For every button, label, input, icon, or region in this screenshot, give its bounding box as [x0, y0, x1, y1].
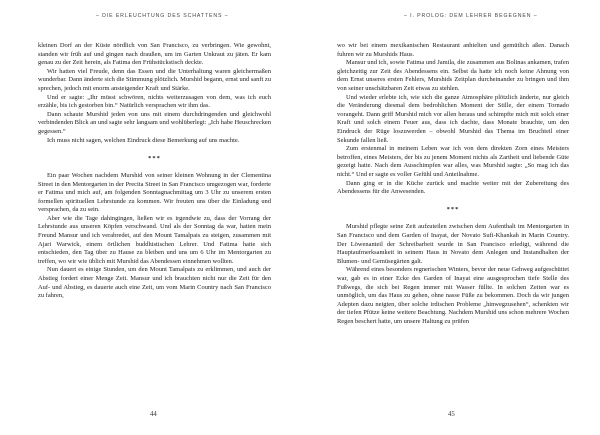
- paragraph: Aber wie die Tage dahingingen, ließen wir es irgendwie zu, dass der Vorrang der Lehrstunde aus unseren Köpfen verschwand. Und als der Sonntag da war, hatten mein Freund Mansur und ich verabredet, auf den Mount Tamalpais zu steigen, zusammen mit Ajari Warwick, einem örtlichen buddhistischen Lehrer. Und Fatima hatte sich entschieden, den Tag über zu Hause zu bleiben und uns um 6 Uhr im Mentorgarten zu treffen, wo wir wie üblich mit Murshid das Abendessen einnehmen wollten.: [38, 214, 271, 265]
- page-number-left: 44: [150, 411, 157, 418]
- page-number-right: 45: [448, 411, 455, 418]
- section-separator: ***: [446, 206, 460, 214]
- paragraph: Murshid pflegte seine Zeit aufzuteilen zwischen dem Aufenthalt im Mentorgarten in San Francisco und dem Garden of Inayat, der Novato Sufi-Khankah in Marin Country. Der Löwenanteil der Schreibarbeit wurde in San Francisco erledigt, während die Hauptaufmerksamkeit in seinem Haus in Novato dem Anlegen und Instandhalten der Blumen- und Gemüsegärten galt.: [337, 223, 569, 265]
- running-head-left: – DIE ERLEUCHTUNG DES SCHATTENS –: [96, 13, 229, 19]
- paragraph: Und wieder erlebte ich, wie sich die ganze Atmosphäre plötzlich änderte, nur gleich die Veränderung diesmal dem bedrohlichen Moment der Stille, der einem Tornado vorangeht. Dann griff Murshid mich vor allen heraus und schimpfte mich mit solch einer Kraft und solch einem Feuer aus, dass ich dachte, dass Monate brauchte, um den Eindruck der Rüge loszuwerden – obwohl Murshid das Thema im Bruchteil einer Sekunde fallen ließ.: [337, 93, 569, 144]
- right-text-column: [337, 42, 569, 400]
- paragraph: Wir hatten viel Freude, denn das Essen und die Unterhaltung waren gleichermaßen wunderbar. Dann änderte sich die Stimmung plötzlich. Murshid begann, ernst und sanft zu sprechen, jedoch mit enorm ansteigender Kraft und Stärke.: [38, 67, 271, 92]
- paragraph: Und er sagte: „Ihr müsst schwören, nichts weiterzusagen von dem, was ich euch erzähle, bis ich gestorben bin.“ Natürlich versprachen wir ihm das.: [38, 93, 271, 110]
- running-head-right: – I. PROLOG: DEM LEHRER BEGEGNEN –: [404, 13, 538, 19]
- paragraph: Dann schaute Murshid jeden von uns mit einem durchdringenden und gleichwohl verbindenden Blick an und sagte sehr langsam und wohlüberlegt: „Ich habe Heuschrecken gegessen.“: [38, 110, 271, 135]
- paragraph: Ich muss nicht sagen, welchen Eindruck diese Bemerkung auf uns machte.: [47, 136, 240, 144]
- paragraph: Dann ging er in die Küche zurück und machte weiter mit der Zubereitung des Abendessens für die Anwesenden.: [337, 179, 569, 196]
- paragraph: Nun dauert es einige Stunden, um den Mount Tamalpais zu erklimmen, und auch der Abstieg fordert einer Menge Zeit. Mansur und ich brauchten nicht nur die Zeit für den Auf- und Abstieg, es dauerte auch eine Zeit, um vom Marin Country nach San Francisco zu fahren,: [38, 266, 271, 300]
- left-text-column: [38, 42, 271, 400]
- paragraph: Zum erstenmal in meinem Leben war ich von dem direkten Zorn eines Meisters betroffen, eines Meisters, der bis zu jenem Moment nichts als Zartheit und liebende Güte gezeigt hatte. Nach dem Ausschimpfen war alles, was Murshid sagte: „So mag ich das nicht.“ Und er sagte es voller Gefühl und Anteilnahme.: [337, 145, 569, 178]
- paragraph: Während eines besonders regnerischen Winters, bevor der neue Gehweg aufgeschüttet war, gab es in einer Ecke des Garden of Inayat eine ausgesprochen tiefe Stelle des Fußwegs, die sich bei Regen immer mit Wasser füllte. In solchen Zeiten war es unmöglich, um das Haus zu gehen, ohne nasse Füße zu bekommen. Doch da wir jungen Adepten dazu neigten, über solche irdischen Probleme „hinwegzusehen“, schenkten wir der tiefen Pfütze keine weitere Beachtung. Nachdem Murshid uns schon mehrere Wochen Regen beschert hatte, um unsere Haltung zu prüfen: [337, 266, 569, 325]
- paragraph: Mansur und ich, sowie Fatima und Jamila, die zusammen aus Bolinas ankamen, trafen gleichzeitig zur Zeit des Abendessens ein. Selbst da hatte ich noch keine Ahnung von dem Ernst unseres ersten Fehlers, Murshids Zeitplan durcheinander zu bringen und ihm von seiner unschätzbaren Zeit etwas zu stehlen.: [337, 59, 569, 92]
- paragraph: Ein paar Wochen nachdem Murshid von seiner kleinen Wohnung in der Clementina Street in den Mentorgarten in der Precita Street in San Francisco umgezogen war, forderte er Fatima und mich auf, am folgenden Sonntagnachmittag um 3 Uhr zu unserem ersten formellen spirituellen Lehrstunde zu kommen. Wir freuten uns über die Einladung und versprachen, da zu sein.: [38, 171, 271, 214]
- right-page: [300, 0, 600, 435]
- paragraph: wo wir bei einem mexikanischen Restaurant anhielten und gemütlich aßen. Danach fuhren wir zu Murshids Haus.: [337, 42, 569, 58]
- section-separator: ***: [148, 154, 161, 162]
- paragraph: kleinen Dorf an der Küste nördlich von San Francisco, zu verbringen. Wie gewohnt, standen wir früh auf und gingen nach draußen, um im Garten Unkraut zu jäten. Er kam genau zu der Zeit herein, als Fatima den Frühstückstisch deckte.: [38, 42, 271, 67]
